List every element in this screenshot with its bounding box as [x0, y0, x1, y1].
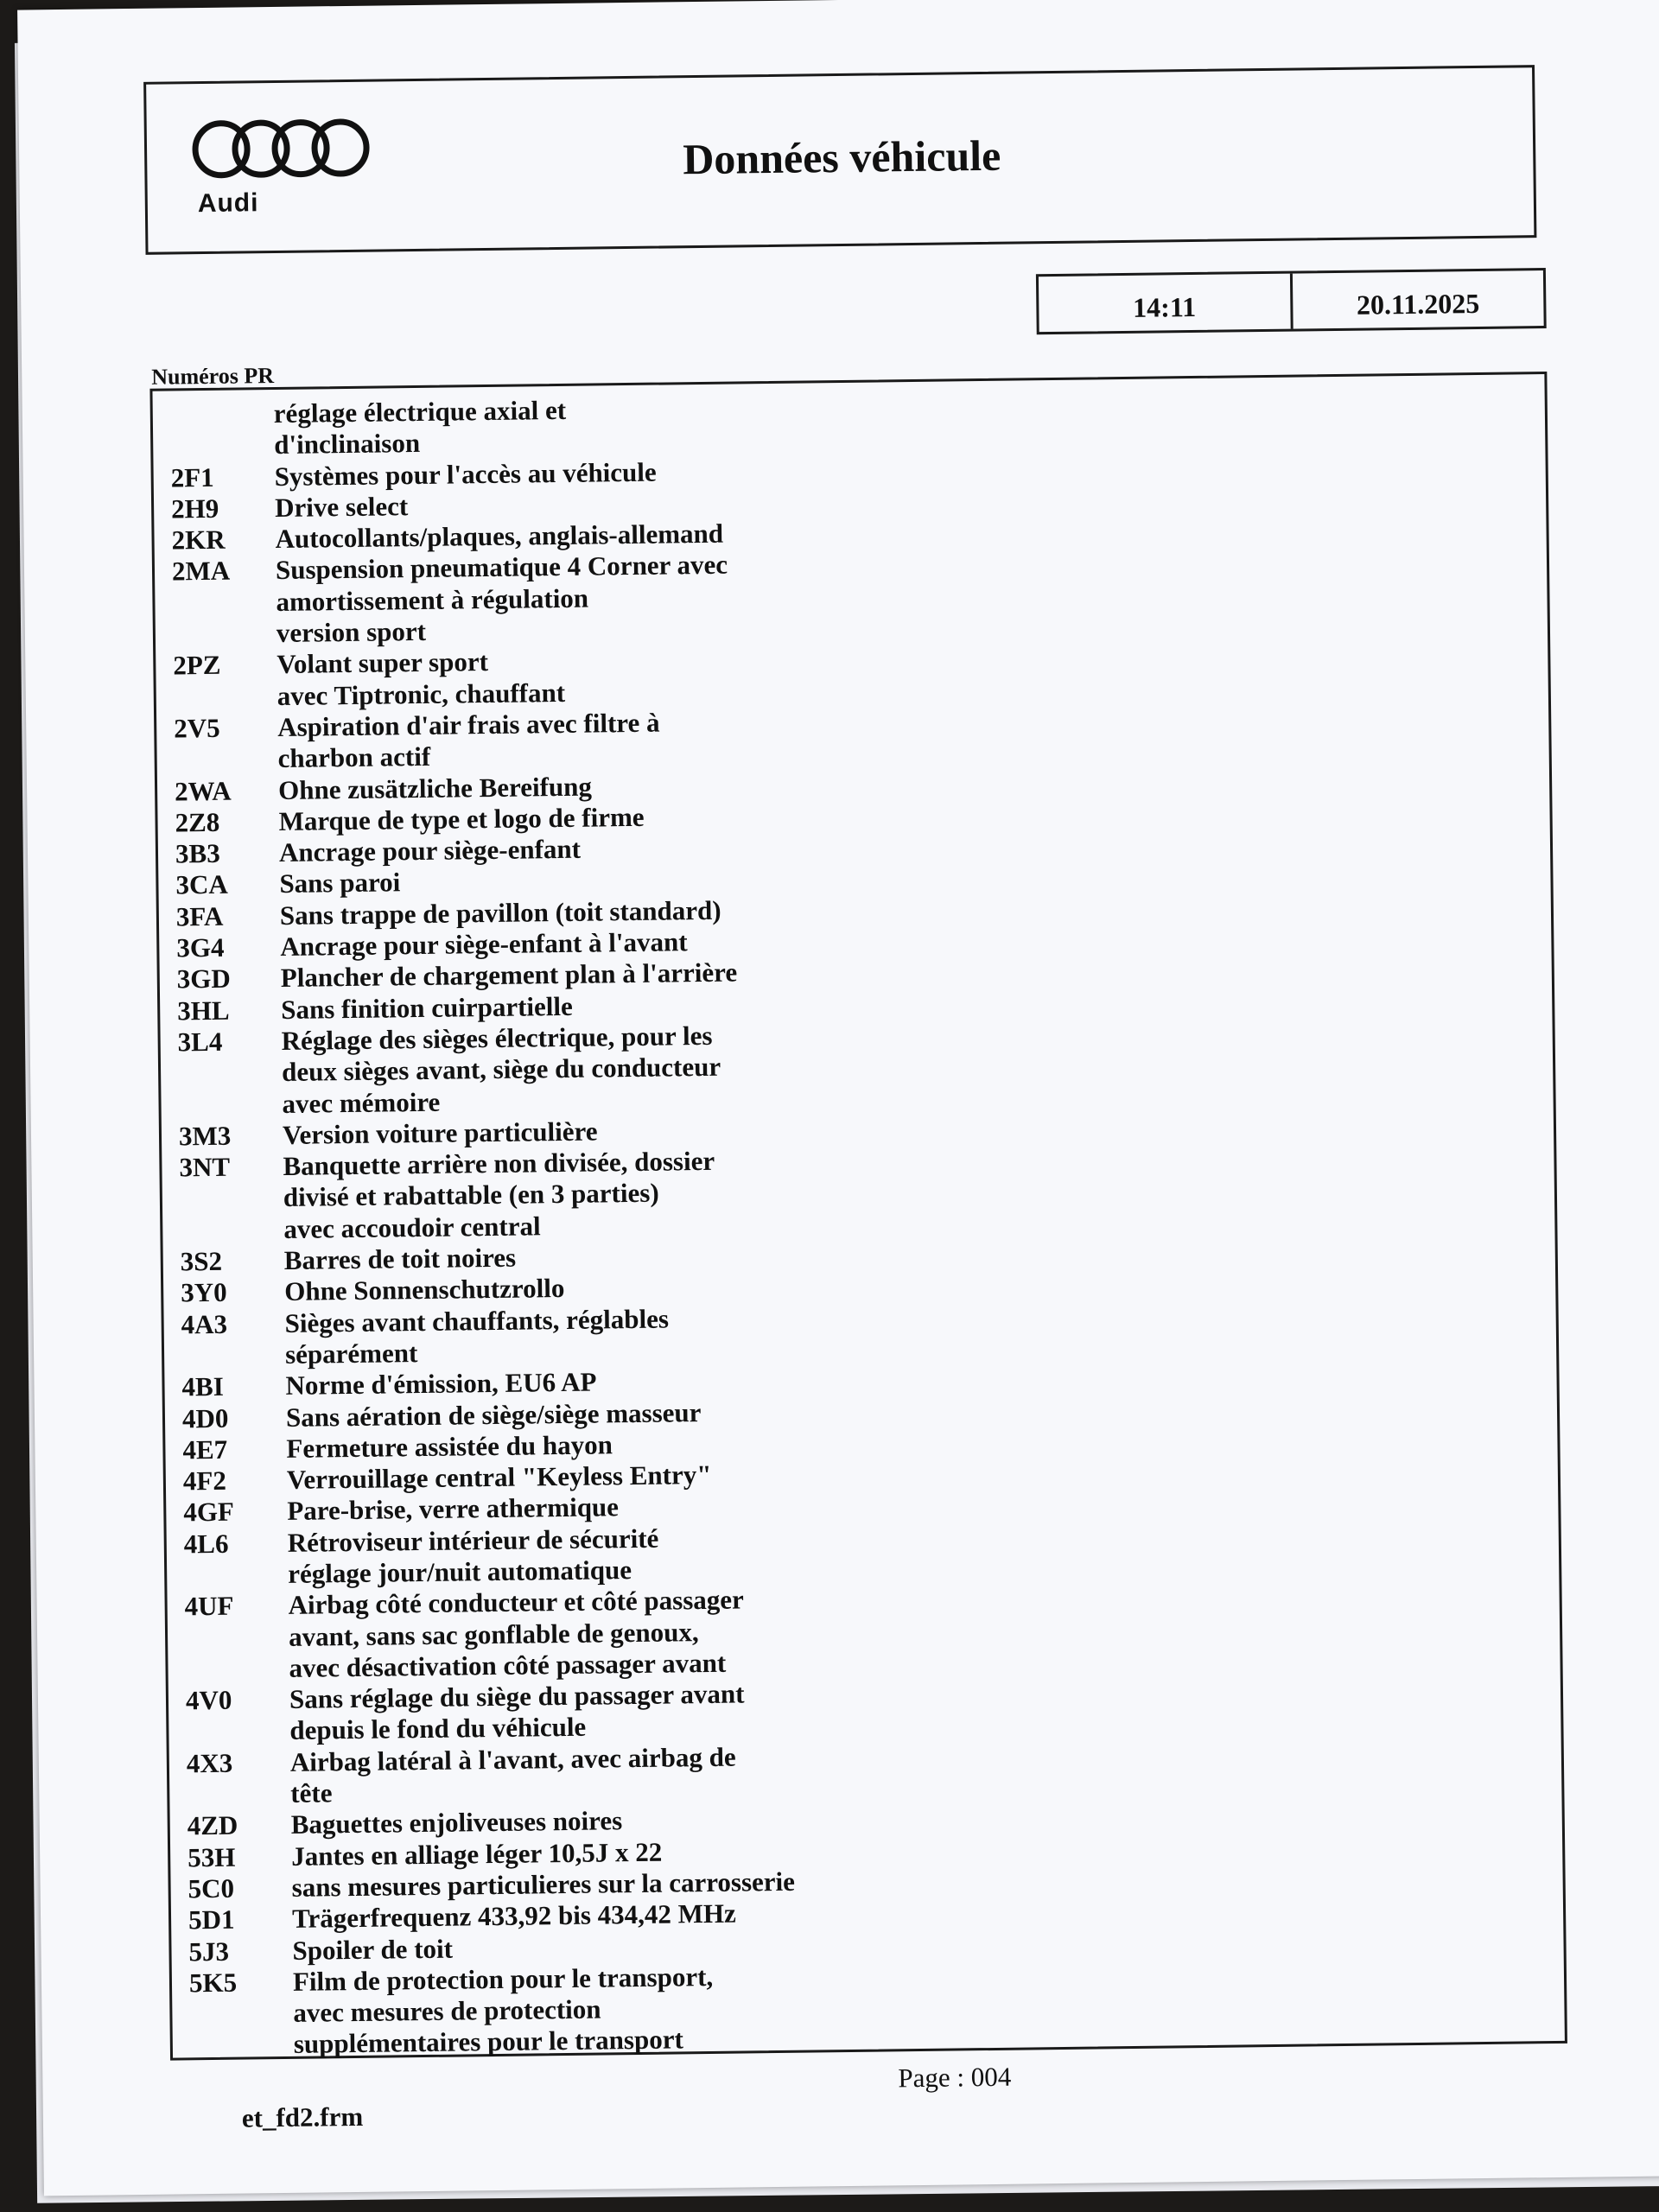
- print-date: 20.11.2025: [1356, 287, 1480, 321]
- table-row: [160, 1010, 1553, 1122]
- pr-description: sans mesures particulieres sur la carrosserie: [291, 1866, 796, 1903]
- pr-code: 4L6: [183, 1528, 229, 1560]
- pr-description: Trägerfrequenz 433,92 bis 434,42 MHz: [291, 1897, 736, 1935]
- pr-description: Version voiture particulière: [282, 1116, 598, 1150]
- pr-code: 5J3: [188, 1936, 230, 1967]
- pr-code: [153, 398, 275, 462]
- pr-description: Sans finition cuirpartielle: [281, 990, 573, 1025]
- pr-description: Airbag latéral à l'avant, avec airbag de tête: [289, 1741, 736, 1808]
- brand-name: Audi: [197, 188, 259, 219]
- pr-code: 2F1: [170, 461, 214, 493]
- pr-code: 2Z8: [175, 806, 220, 838]
- pr-code: 4BI: [181, 1371, 225, 1402]
- pr-code: 3GD: [176, 963, 231, 995]
- pr-description: Ancrage pour siège-enfant à l'avant: [280, 926, 688, 963]
- table-row: [162, 1135, 1554, 1247]
- pr-code: 3G4: [176, 931, 225, 963]
- pr-description: Verrouillage central "Keyless Entry": [286, 1459, 712, 1496]
- section-label: Numéros PR: [151, 363, 275, 390]
- pr-code: 3Y0: [181, 1277, 227, 1308]
- pr-code: 5D1: [188, 1904, 235, 1936]
- pr-description: Systèmes pour l'accès au véhicule: [274, 456, 657, 492]
- pr-code: 4GF: [183, 1497, 235, 1528]
- pr-code: 4UF: [184, 1590, 234, 1622]
- pr-description: Pare-brise, verre athermique: [287, 1491, 620, 1527]
- pr-code: 3S2: [180, 1245, 223, 1277]
- pr-code: 4A3: [181, 1308, 228, 1340]
- pr-description: Rétroviseur intérieur de sécurité réglage jour/nuit automatique: [287, 1522, 659, 1589]
- pr-description: Ancrage pour siège-enfant: [278, 833, 582, 868]
- pr-code: 3FA: [175, 900, 224, 932]
- pr-description: Airbag côté conducteur et côté passager avant, sans sac gonflable de genoux, avec désactivation côté passager avant: [288, 1584, 744, 1683]
- table-row: [167, 1574, 1560, 1686]
- pr-code: 5C0: [188, 1872, 235, 1904]
- pr-description: Ohne zusätzliche Bereifung: [277, 771, 593, 805]
- pr-description: Fermeture assistée du hayon: [286, 1429, 613, 1464]
- datetime-box: [1036, 268, 1547, 334]
- pr-code: 4E7: [182, 1433, 228, 1465]
- pr-description: Marque de type et logo de firme: [278, 801, 645, 836]
- pr-code: 4X3: [186, 1747, 233, 1779]
- pr-description: Film de protection pour le transport, avec mesures de protection supplémentaires pour le transport: [292, 1961, 714, 2060]
- audi-logo: [190, 116, 381, 219]
- pr-description: Jantes en alliage léger 10,5J x 22: [290, 1836, 663, 1872]
- pr-description: Baguettes enjoliveuses noires: [290, 1805, 623, 1840]
- pr-description: Suspension pneumatique 4 Corner avec amortissement à régulation version sport: [275, 550, 728, 649]
- pr-description: Autocollants/plaques, anglais-allemand: [275, 518, 724, 555]
- pr-code: 2V5: [174, 712, 220, 744]
- print-time: 14:11: [1039, 274, 1293, 333]
- table-row: [172, 1951, 1565, 2063]
- pr-code: 53H: [187, 1841, 236, 1873]
- pr-code: 2KR: [171, 524, 226, 556]
- pr-code: 3HL: [177, 995, 230, 1027]
- pr-code: 4F2: [182, 1465, 227, 1497]
- pr-code: 3L4: [177, 1026, 223, 1058]
- pr-code: 3B3: [175, 837, 220, 869]
- pr-description: Volant super sport avec Tiptronic, chauffant: [276, 646, 566, 711]
- pr-description: Sans aération de siège/siège masseur: [285, 1396, 702, 1433]
- table-row: [155, 540, 1548, 652]
- pr-code: 4ZD: [187, 1810, 238, 1841]
- pr-code: 4V0: [185, 1684, 232, 1716]
- pr-description: Ohne Sonnenschutzrollo: [283, 1273, 565, 1307]
- four-rings-icon: [190, 117, 372, 181]
- pr-numbers-table: [149, 372, 1567, 2061]
- pr-code: 2WA: [174, 775, 232, 807]
- pr-description: Sans trappe de pavillon (toit standard): [279, 894, 721, 931]
- pr-description: Drive select: [274, 491, 409, 523]
- document-page: [17, 0, 1659, 2196]
- pr-description: Barres de toit noires: [283, 1242, 517, 1275]
- pr-code: 3NT: [179, 1151, 231, 1183]
- pr-description: Banquette arrière non divisée, dossier divisé et rabattable (en 3 parties) avec accoudoir central: [283, 1145, 715, 1244]
- pr-code: 3CA: [175, 869, 228, 900]
- pr-code: 5K5: [188, 1967, 238, 1999]
- pr-code: 4D0: [181, 1402, 229, 1433]
- header-box: [143, 65, 1536, 255]
- pr-description: Sans paroi: [279, 867, 401, 899]
- pr-code: 2H9: [170, 493, 219, 524]
- pr-description: Sièges avant chauffants, réglables séparément: [284, 1303, 670, 1370]
- pr-description: Plancher de chargement plan à l'arrière: [280, 957, 738, 994]
- pr-description: Spoiler de toit: [292, 1933, 454, 1966]
- pr-code: 2PZ: [173, 650, 221, 681]
- pr-code: 2MA: [171, 556, 231, 587]
- pr-description: Sans réglage du siège du passager avant depuis le fond du véhicule: [289, 1678, 745, 1746]
- page-number: Page : 004: [898, 2061, 1012, 2094]
- form-name: et_fd2.frm: [241, 2101, 364, 2133]
- page-title: Données véhicule: [682, 130, 1001, 184]
- pr-description: Réglage des sièges électrique, pour les deux sièges avant, siège du conducteur avec mémoire: [281, 1020, 721, 1119]
- pr-description: réglage électrique axial et d'inclinaison: [273, 394, 567, 461]
- pr-description: Aspiration d'air frais avec filtre à charbon actif: [277, 707, 660, 774]
- pr-code: 3M3: [178, 1120, 232, 1152]
- pr-description: Norme d'émission, EU6 AP: [285, 1366, 597, 1402]
